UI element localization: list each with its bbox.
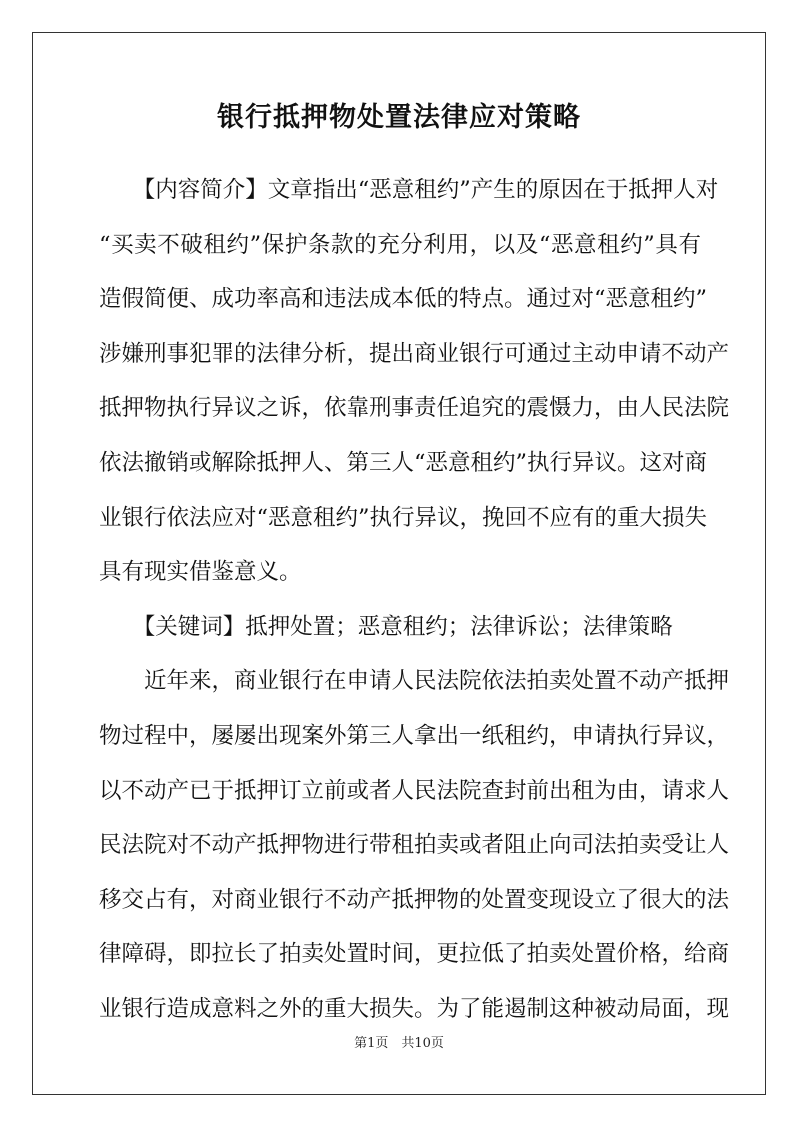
paragraph-line: 物过程中，屡屡出现案外第三人拿出一纸租约，申请执行异议， bbox=[99, 722, 730, 749]
paragraph-line: 具有现实借鉴意义。 bbox=[99, 559, 302, 586]
paragraph-line: 抵押物执行异议之诉，依靠刑事责任追究的震慑力，由人民法院 bbox=[99, 395, 730, 422]
document-title: 银行抵押物处置法律应对策略 bbox=[217, 102, 581, 133]
paragraph-line: 移交占有，对商业银行不动产抵押物的处置变现设立了很大的法 bbox=[99, 886, 730, 913]
paragraph-line: 律障碍，即拉长了拍卖处置时间，更拉低了拍卖处置价格，给商 bbox=[99, 941, 730, 968]
page-number bbox=[32, 1034, 766, 1054]
page-number-label: 第1页 共10页 bbox=[354, 1036, 444, 1051]
paragraph-line: 以不动产已于抵押订立前或者人民法院查封前出租为由，请求人 bbox=[99, 777, 730, 804]
keywords-line: 【关键词】抵押处置；恶意租约；法律诉讼；法律策略 bbox=[99, 613, 673, 640]
paragraph-line: 业银行造成意料之外的重大损失。为了能遏制这种被动局面，现 bbox=[99, 995, 730, 1022]
paragraph-line: 【内容简介】文章指出“恶意租约”产生的原因在于抵押人对 bbox=[99, 177, 719, 203]
paragraph-line: 近年来，商业银行在申请人民法院依法拍卖处置不动产抵押 bbox=[99, 668, 730, 695]
paragraph-line: 业银行依法应对“恶意租约”执行异议，挽回不应有的重大损失 bbox=[99, 504, 708, 531]
paragraph-line: 民法院对不动产抵押物进行带租拍卖或者阻止向司法拍卖受让人 bbox=[99, 832, 730, 859]
paragraph-line: 涉嫌刑事犯罪的法律分析，提出商业银行可通过主动申请不动产 bbox=[99, 340, 730, 367]
document-body bbox=[99, 163, 730, 1037]
paragraph-line: “买卖不破租约”保护条款的充分利用，以及“恶意租约”具有 bbox=[99, 231, 701, 258]
paragraph-line: 依法撤销或解除抵押人、第三人“恶意租约”执行异议。这对商 bbox=[99, 449, 708, 476]
paragraph-line: 造假简便、成功率高和违法成本低的特点。通过对“恶意租约” bbox=[99, 286, 708, 313]
